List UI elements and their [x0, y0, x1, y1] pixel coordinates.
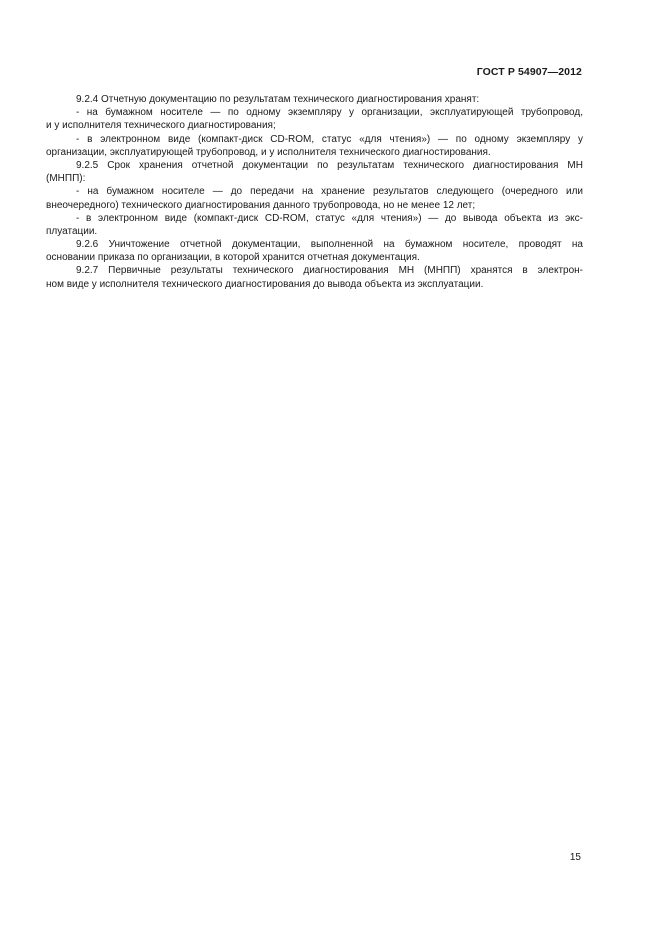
text-line: - на бумажном носителе — до передачи на хранение результатов следующего (очередного или: [76, 186, 583, 198]
text-line: - на бумажном носителе — по одному экземпляру у организации, эксплуатирующей трубопровод,: [76, 107, 583, 119]
text-line: 9.2.4 Отчетную документацию по результатам технического диагностирования хранят:: [76, 94, 480, 105]
standard-code-header: ГОСТ Р 54907—2012: [476, 66, 582, 78]
text-line: 9.2.6 Уничтожение отчетной документации, выполненной на бумажном носителе, проводят на: [76, 239, 583, 251]
section-9-2-body: [46, 93, 583, 291]
text-line: 9.2.5 Срок хранения отчетной документации по результатам технического диагностирования МН: [76, 159, 583, 171]
text-line: плуатации.: [46, 225, 98, 237]
text-line: и у исполнителя технического диагностирования;: [46, 120, 276, 132]
text-line: - в электронном виде (компакт-диск CD-ROM, статус «для чтения») — до вывода объекта из экс-: [76, 212, 583, 224]
text-line: ном виде у исполнителя технического диагностирования до вывода объекта из эксплуатации.: [46, 278, 484, 290]
text-line: 9.2.7 Первичные результаты технического диагностирования МН (МНПП) хранятся в электрон-: [76, 265, 583, 277]
text-line: основании приказа по организации, в которой хранится отчетная документация.: [46, 252, 420, 264]
page-number: 15: [569, 852, 581, 863]
text-line: - в электронном виде (компакт-диск CD-ROM, статус «для чтения») — по одному экземпляру у: [76, 133, 583, 145]
text-line: организации, эксплуатирующей трубопровод, и у исполнителя технического диагностирования.: [46, 146, 491, 158]
text-line: (МНПП):: [46, 173, 86, 185]
text-line: внеочередного) технического диагностирования данного трубопровода, но не менее 12 лет;: [46, 199, 476, 211]
